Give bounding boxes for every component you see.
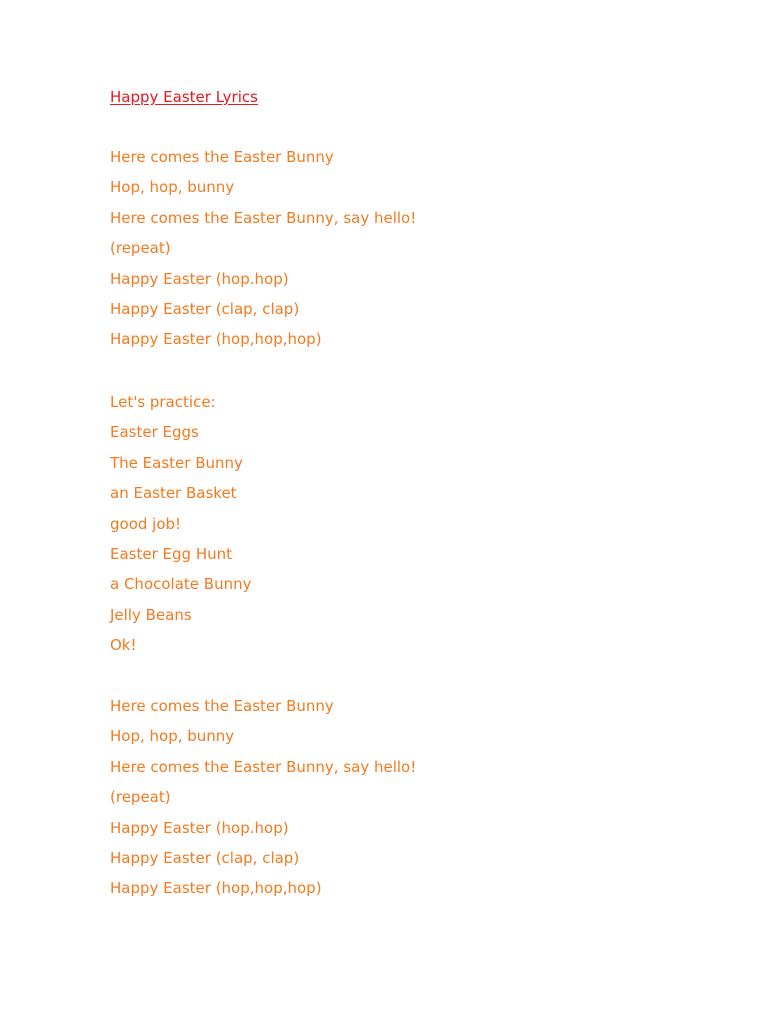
- lyric-line: Easter Egg Hunt: [110, 544, 232, 563]
- lyric-line: Happy Easter (hop,hop,hop): [110, 330, 322, 349]
- lyric-line: Ok!: [110, 636, 137, 655]
- lyric-line: Happy Easter (hop.hop): [110, 269, 289, 288]
- lyric-line: (repeat): [110, 239, 171, 258]
- document-title: Happy Easter Lyrics: [110, 88, 258, 106]
- lyric-line: Here comes the Easter Bunny, say hello!: [110, 208, 417, 227]
- stanza-practice: [110, 391, 251, 665]
- lyric-line: Easter Eggs: [110, 423, 199, 442]
- lyric-line: a Chocolate Bunny: [110, 575, 252, 594]
- lyric-line: Let's practice:: [110, 393, 216, 411]
- lyric-line: Here comes the Easter Bunny: [110, 697, 334, 715]
- lyric-line: The Easter Bunny: [110, 453, 243, 472]
- lyric-line: good job!: [110, 514, 182, 533]
- lyric-line: Happy Easter (hop.hop): [110, 818, 289, 837]
- lyric-line: Jelly Beans: [110, 605, 192, 624]
- lyric-line: Happy Easter (clap, clap): [110, 299, 300, 318]
- lyric-line: Hop, hop, bunny: [110, 727, 235, 746]
- lyric-line: Happy Easter (hop,hop,hop): [110, 879, 322, 898]
- lyric-line: an Easter Basket: [110, 484, 237, 503]
- stanza-chorus-1: [110, 146, 416, 359]
- lyric-line: Here comes the Easter Bunny, say hello!: [110, 757, 417, 776]
- lyric-line: Here comes the Easter Bunny: [110, 148, 334, 166]
- lyric-line: Hop, hop, bunny: [110, 178, 235, 197]
- lyric-line: (repeat): [110, 788, 171, 807]
- lyric-line: Happy Easter (clap, clap): [110, 848, 300, 867]
- stanza-chorus-2: [110, 695, 416, 908]
